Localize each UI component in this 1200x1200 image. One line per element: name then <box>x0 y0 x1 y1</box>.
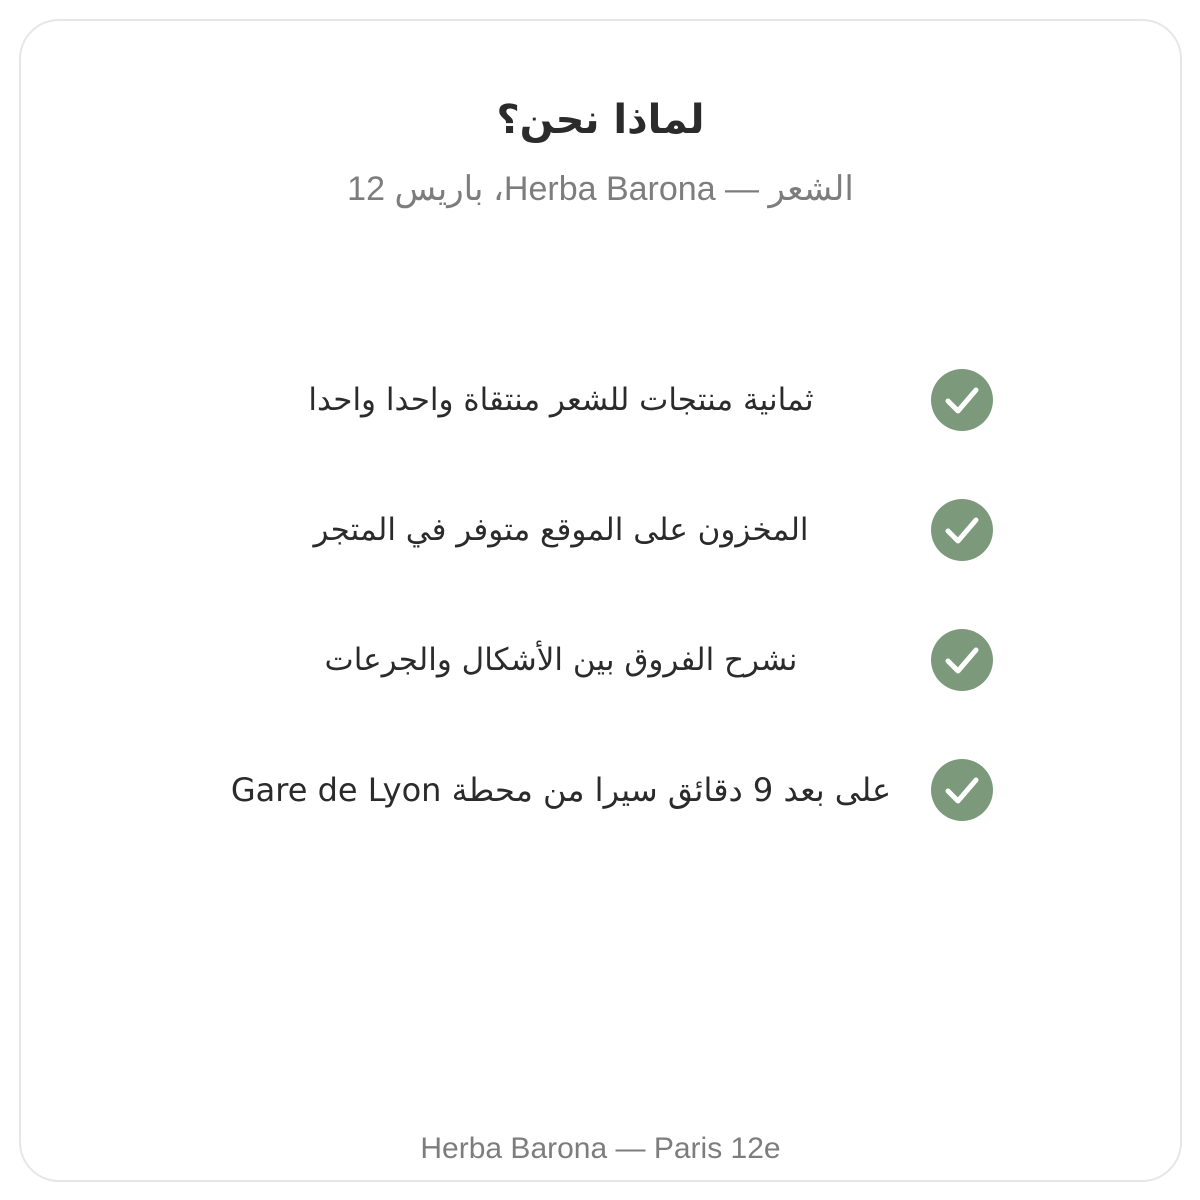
benefit-text: المخزون على الموقع متوفر في المتجر <box>313 512 809 548</box>
benefit-item <box>21 369 1182 431</box>
benefit-text: ثمانية منتجات للشعر منتقاة واحدا واحدا <box>308 382 814 418</box>
check-icon <box>931 499 993 561</box>
benefit-item <box>21 499 1182 561</box>
benefit-item <box>21 629 1182 691</box>
footer-text: Herba Barona — Paris 12e <box>420 1132 781 1165</box>
benefit-text: على بعد 9 دقائق سيرا من محطة Gare de Lyon <box>230 771 892 809</box>
check-icon <box>931 369 993 431</box>
why-us-card <box>19 19 1182 1182</box>
check-icon <box>931 759 993 821</box>
page-subtitle: الشعر — Herba Barona، باريس 12 <box>347 170 854 208</box>
benefit-text: نشرح الفروق بين الأشكال والجرعات <box>324 642 798 678</box>
benefit-item <box>21 759 1182 821</box>
page-title: لماذا نحن؟ <box>496 97 705 143</box>
check-icon <box>931 629 993 691</box>
